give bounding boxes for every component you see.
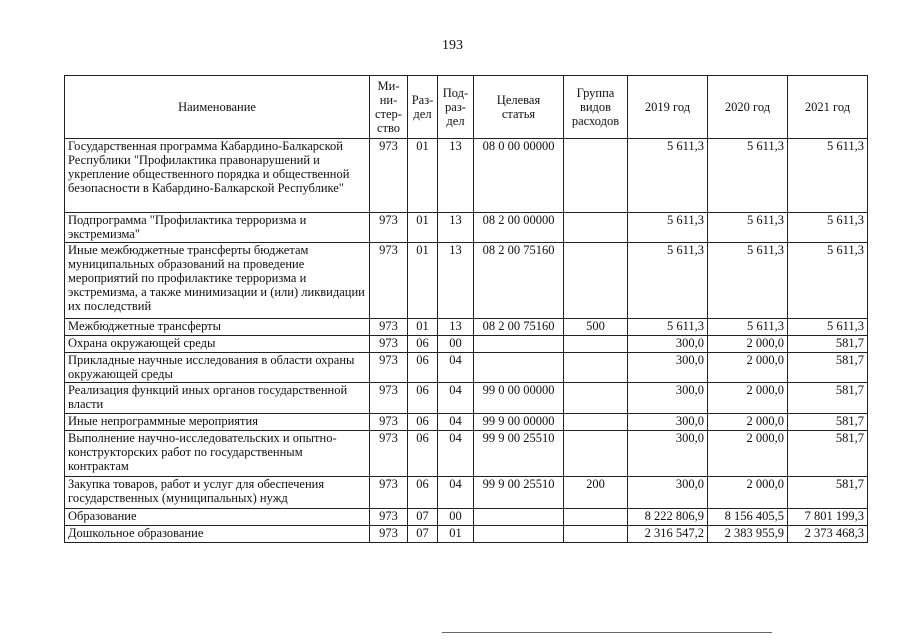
row-2019: 8 222 806,9 (628, 509, 708, 526)
row-section: 06 (408, 414, 438, 431)
row-ministry: 973 (370, 383, 408, 414)
header-section: Раз- дел (408, 76, 438, 139)
row-ministry: 973 (370, 526, 408, 543)
table-row (65, 336, 868, 353)
row-name: Государственная программа Кабардино-Балкарской Республики "Профилактика правонарушений и укрепление общественного порядка и общественной безопасности в Кабардино-Балкарской Республике" (65, 139, 370, 213)
row-ministry: 973 (370, 431, 408, 477)
row-2021: 581,7 (788, 431, 868, 477)
row-ministry: 973 (370, 319, 408, 336)
row-name: Межбюджетные трансферты (65, 319, 370, 336)
row-section: 01 (408, 139, 438, 213)
row-2020: 5 611,3 (708, 319, 788, 336)
row-expense-group (564, 353, 628, 383)
row-target (474, 336, 564, 353)
table-row (65, 213, 868, 243)
row-subsection: 00 (438, 336, 474, 353)
table-row (65, 353, 868, 383)
row-section: 01 (408, 243, 438, 319)
row-section: 06 (408, 383, 438, 414)
header-subsection: Под- раз- дел (438, 76, 474, 139)
row-2021: 5 611,3 (788, 213, 868, 243)
row-2020: 2 000,0 (708, 477, 788, 509)
row-section: 01 (408, 319, 438, 336)
page-bottom-artifact (442, 632, 772, 636)
row-name: Образование (65, 509, 370, 526)
row-2019: 300,0 (628, 477, 708, 509)
header-2021: 2021 год (788, 76, 868, 139)
row-2019: 5 611,3 (628, 243, 708, 319)
row-section: 06 (408, 336, 438, 353)
row-2021: 5 611,3 (788, 243, 868, 319)
row-name: Прикладные научные исследования в области охраны окружающей среды (65, 353, 370, 383)
row-expense-group (564, 526, 628, 543)
row-expense-group (564, 509, 628, 526)
row-2019: 300,0 (628, 353, 708, 383)
table-row (65, 414, 868, 431)
row-name: Выполнение научно-исследовательских и опытно-конструкторских работ по государственным контрактам (65, 431, 370, 477)
row-ministry: 973 (370, 336, 408, 353)
row-target: 08 2 00 00000 (474, 213, 564, 243)
row-section: 01 (408, 213, 438, 243)
row-expense-group: 500 (564, 319, 628, 336)
row-subsection: 00 (438, 509, 474, 526)
table-row (65, 383, 868, 414)
row-ministry: 973 (370, 477, 408, 509)
row-2020: 5 611,3 (708, 213, 788, 243)
page-number: 193 (442, 38, 463, 53)
row-target: 08 0 00 00000 (474, 139, 564, 213)
budget-table (64, 75, 868, 543)
row-2021: 581,7 (788, 336, 868, 353)
row-name: Охрана окружающей среды (65, 336, 370, 353)
row-target: 99 9 00 00000 (474, 414, 564, 431)
row-subsection: 01 (438, 526, 474, 543)
row-expense-group (564, 213, 628, 243)
row-2019: 5 611,3 (628, 213, 708, 243)
row-target: 99 0 00 00000 (474, 383, 564, 414)
row-section: 06 (408, 477, 438, 509)
table-row (65, 526, 868, 543)
row-ministry: 973 (370, 213, 408, 243)
header-name: Наименование (65, 76, 370, 139)
row-name: Иные непрограммные мероприятия (65, 414, 370, 431)
row-2019: 2 316 547,2 (628, 526, 708, 543)
row-section: 07 (408, 509, 438, 526)
row-subsection: 04 (438, 414, 474, 431)
row-target: 08 2 00 75160 (474, 243, 564, 319)
row-section: 06 (408, 353, 438, 383)
row-2021: 581,7 (788, 414, 868, 431)
header-expense-group: Группа видов расходов (564, 76, 628, 139)
row-subsection: 13 (438, 213, 474, 243)
row-name: Подпрограмма "Профилактика терроризма и экстремизма" (65, 213, 370, 243)
row-ministry: 973 (370, 353, 408, 383)
row-2021: 581,7 (788, 477, 868, 509)
table-row (65, 477, 868, 509)
table-row (65, 139, 868, 213)
row-2020: 5 611,3 (708, 139, 788, 213)
row-2021: 5 611,3 (788, 319, 868, 336)
table-header-row (65, 76, 868, 139)
header-target: Целевая статья (474, 76, 564, 139)
table-row (65, 243, 868, 319)
row-subsection: 04 (438, 353, 474, 383)
row-subsection: 04 (438, 477, 474, 509)
row-subsection: 04 (438, 431, 474, 477)
row-expense-group (564, 336, 628, 353)
row-2020: 5 611,3 (708, 243, 788, 319)
row-2021: 581,7 (788, 383, 868, 414)
row-name: Реализация функций иных органов государственной власти (65, 383, 370, 414)
row-2021: 7 801 199,3 (788, 509, 868, 526)
row-target: 99 9 00 25510 (474, 477, 564, 509)
row-2021: 5 611,3 (788, 139, 868, 213)
row-2021: 2 373 468,3 (788, 526, 868, 543)
table-row (65, 509, 868, 526)
row-target (474, 353, 564, 383)
row-ministry: 973 (370, 414, 408, 431)
row-expense-group: 200 (564, 477, 628, 509)
row-subsection: 13 (438, 243, 474, 319)
row-expense-group (564, 383, 628, 414)
row-section: 06 (408, 431, 438, 477)
row-2019: 300,0 (628, 414, 708, 431)
row-name: Дошкольное образование (65, 526, 370, 543)
table-row (65, 319, 868, 336)
row-subsection: 13 (438, 139, 474, 213)
row-ministry: 973 (370, 243, 408, 319)
row-section: 07 (408, 526, 438, 543)
row-expense-group (564, 243, 628, 319)
row-2020: 2 000,0 (708, 336, 788, 353)
row-target: 99 9 00 25510 (474, 431, 564, 477)
row-2019: 5 611,3 (628, 139, 708, 213)
row-name: Закупка товаров, работ и услуг для обеспечения государственных (муниципальных) нужд (65, 477, 370, 509)
row-2021: 581,7 (788, 353, 868, 383)
row-2020: 8 156 405,5 (708, 509, 788, 526)
row-2020: 2 000,0 (708, 431, 788, 477)
row-2019: 5 611,3 (628, 319, 708, 336)
row-ministry: 973 (370, 509, 408, 526)
row-2019: 300,0 (628, 336, 708, 353)
row-2020: 2 000,0 (708, 414, 788, 431)
row-2020: 2 383 955,9 (708, 526, 788, 543)
header-2020: 2020 год (708, 76, 788, 139)
row-2019: 300,0 (628, 383, 708, 414)
row-subsection: 04 (438, 383, 474, 414)
row-target: 08 2 00 75160 (474, 319, 564, 336)
row-expense-group (564, 414, 628, 431)
row-target (474, 509, 564, 526)
header-2019: 2019 год (628, 76, 708, 139)
row-expense-group (564, 431, 628, 477)
table-row (65, 431, 868, 477)
row-subsection: 13 (438, 319, 474, 336)
header-ministry: Ми- ни- стер- ство (370, 76, 408, 139)
row-name: Иные межбюджетные трансферты бюджетам муниципальных образований на проведение мероприятий по профилактике терроризма и экстремизма, а также минимизации и (или) ликвидации их последствий (65, 243, 370, 319)
row-2020: 2 000,0 (708, 353, 788, 383)
row-2019: 300,0 (628, 431, 708, 477)
row-2020: 2 000,0 (708, 383, 788, 414)
row-target (474, 526, 564, 543)
row-ministry: 973 (370, 139, 408, 213)
row-expense-group (564, 139, 628, 213)
